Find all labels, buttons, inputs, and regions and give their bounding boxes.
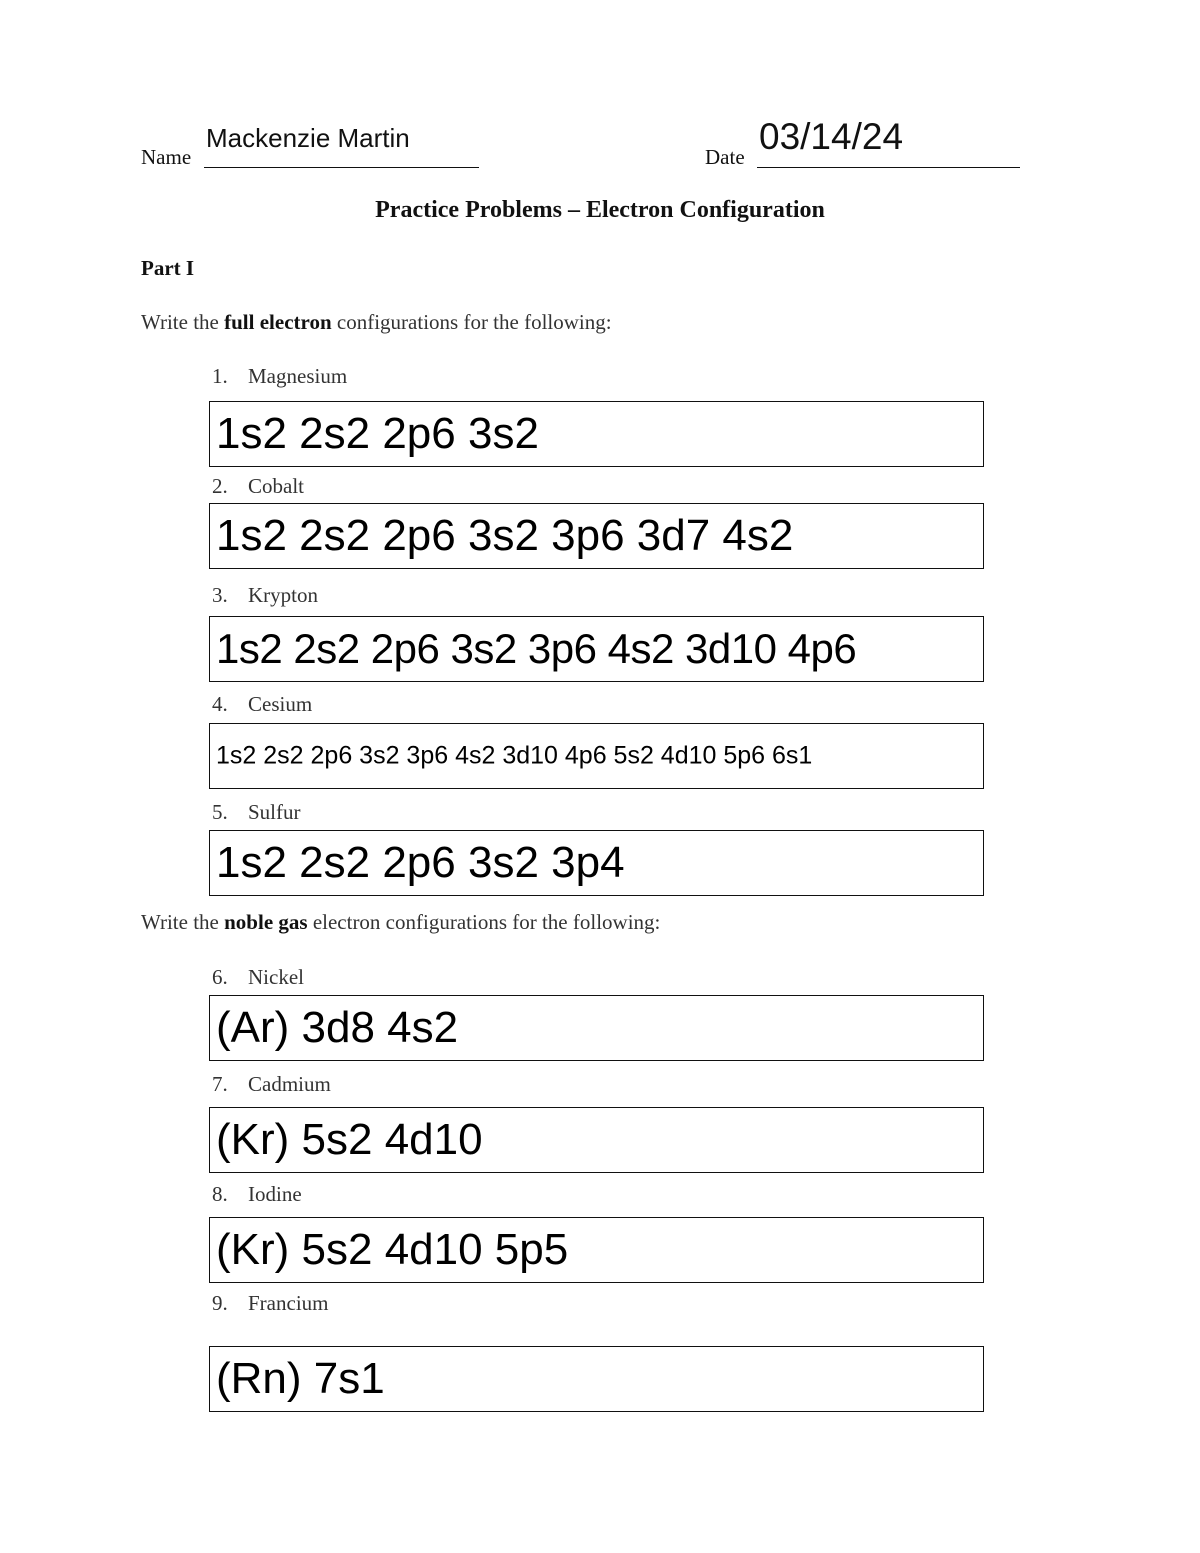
answer-text: 1s2 2s2 2p6 3s2 3p6 4s2 3d10 4p6 5s2 4d10 5p6 6s1 [216,741,813,770]
question-element: Cesium [248,692,313,716]
answer-text: (Kr) 5s2 4d10 [216,1115,483,1164]
instruction-noble-prefix: Write the [141,910,225,934]
question-number: 8. [212,1182,228,1206]
question-number: 4. [212,692,228,716]
answer-text: (Ar) 3d8 4s2 [216,1003,459,1052]
date-label: Date [705,145,745,169]
answer-box-5[interactable] [209,830,984,896]
question-5-label [212,802,301,823]
question-element: Cobalt [248,474,304,498]
question-number: 1. [212,364,228,388]
instruction-noble-suffix: electron configurations for the following: [307,910,661,934]
question-element: Magnesium [248,364,348,388]
page-title: Practice Problems – Electron Configuration [375,197,825,223]
question-2-label [212,476,304,497]
question-9-label [212,1293,328,1314]
part-label: Part I [141,256,195,280]
question-number: 2. [212,474,228,498]
question-element: Sulfur [248,800,301,824]
answer-box-3[interactable] [209,616,984,682]
date-field[interactable]: 03/14/24 [759,116,904,157]
question-1-label [212,366,347,387]
question-element: Nickel [248,965,304,989]
instruction-full [141,312,612,333]
instruction-full-bold: full electron [224,310,332,334]
answer-text: 1s2 2s2 2p6 3s2 3p4 [216,838,625,887]
name-field[interactable]: Mackenzie Martin [206,123,410,153]
instruction-full-suffix: configurations for the following: [331,310,612,334]
instruction-noble-bold: noble gas [224,910,308,934]
answer-text: 1s2 2s2 2p6 3s2 [216,409,539,458]
answer-text: 1s2 2s2 2p6 3s2 3p6 4s2 3d10 4p6 [216,625,857,672]
question-7-label [212,1074,331,1095]
question-8-label [212,1184,302,1205]
instruction-noble [141,912,660,933]
answer-box-4[interactable] [209,723,984,789]
question-element: Cadmium [248,1072,331,1096]
answer-box-1[interactable] [209,401,984,467]
name-underline [204,167,479,168]
question-element: Iodine [248,1182,302,1206]
question-number: 7. [212,1072,228,1096]
instruction-full-prefix: Write the [141,310,225,334]
answer-text: (Kr) 5s2 4d10 5p5 [216,1225,569,1274]
question-4-label [212,694,312,715]
answer-box-2[interactable] [209,503,984,569]
answer-text: 1s2 2s2 2p6 3s2 3p6 3d7 4s2 [216,511,794,560]
question-6-label [212,967,304,988]
answer-box-8[interactable] [209,1217,984,1283]
question-number: 9. [212,1291,228,1315]
question-number: 3. [212,583,228,607]
date-underline [757,167,1020,168]
answer-box-9[interactable] [209,1346,984,1412]
answer-box-7[interactable] [209,1107,984,1173]
answer-box-6[interactable] [209,995,984,1061]
question-element: Krypton [248,583,318,607]
answer-text: (Rn) 7s1 [216,1354,385,1403]
question-3-label [212,585,318,606]
question-element: Francium [248,1291,329,1315]
question-number: 6. [212,965,228,989]
question-number: 5. [212,800,228,824]
name-label: Name [141,145,192,169]
